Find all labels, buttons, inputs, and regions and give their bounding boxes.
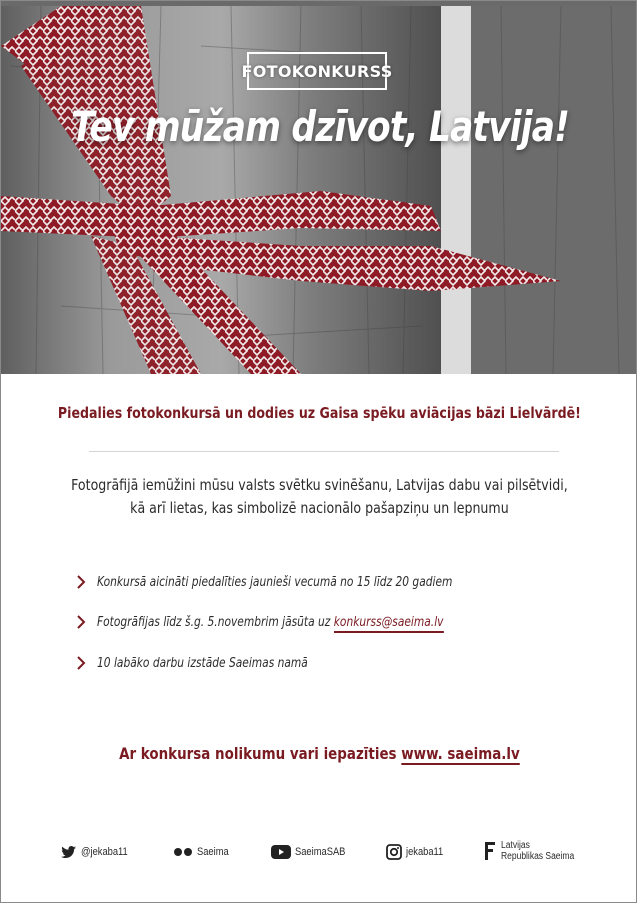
chevron-right-icon <box>73 654 91 672</box>
rules-prefix: Ar konkursa nolikumu vari iepazīties <box>119 744 402 763</box>
social-flickr[interactable] <box>173 842 234 862</box>
divider <box>89 451 559 452</box>
social-instagram[interactable] <box>386 842 450 862</box>
email-link[interactable]: konkurss@saeima.lv <box>334 615 444 633</box>
description-line-2: kā arī lietas, kas simbolizē nacionālo pašapziņu un lepnumu <box>130 499 509 517</box>
bullet-deadline <box>73 610 520 634</box>
logo-line-2: Republikas Saeima <box>501 851 575 862</box>
flickr-icon <box>173 847 193 857</box>
hero-photo <box>1 6 637 374</box>
instagram-icon <box>386 844 402 860</box>
invite-text: Piedalies fotokonkursā un dodies uz Gaisa spēku aviācijas bāzi Lielvārdē! <box>57 404 581 422</box>
flickr-handle: Saeima <box>197 846 229 858</box>
twitter-handle: @jekaba11 <box>81 846 128 858</box>
bullet-exhibition-text: 10 labāko darbu izstāde Saeimas namā <box>97 655 308 671</box>
twitter-icon <box>61 845 77 859</box>
chevron-right-icon <box>73 573 91 591</box>
bullet-age-text: Konkursā aicināti piedalīties jaunieši vecumā no 15 līdz 20 gadiem <box>97 574 453 590</box>
headline: Tev mūžam dzīvot, Latvija! <box>71 102 570 151</box>
saeima-logo-icon <box>483 841 497 861</box>
bullet-deadline-prefix: Fotogrāfijas līdz š.g. 5.novembrim jāsūta uz <box>97 614 334 630</box>
description-line-1: Fotogrāfijā iemūžini mūsu valsts svētku svinēšanu, Latvijas dabu vai pilsētvidi, <box>71 476 568 494</box>
bullet-age <box>73 570 530 594</box>
website-link[interactable]: www. saeima.lv <box>401 744 520 763</box>
social-youtube[interactable] <box>271 842 354 862</box>
youtube-handle: SaeimaSAB <box>295 846 346 858</box>
bullet-exhibition <box>73 651 354 675</box>
saeima-logo-text <box>501 840 574 862</box>
contest-badge: FOTOKONKURSS <box>247 52 387 90</box>
logo-line-1: Latvijas <box>501 840 530 851</box>
rules-text <box>52 744 587 763</box>
youtube-icon <box>271 845 291 859</box>
bullet-deadline-text <box>97 615 443 630</box>
social-twitter[interactable] <box>61 842 136 862</box>
chevron-right-icon <box>73 613 91 631</box>
instagram-handle: jekaba11 <box>406 846 444 858</box>
description <box>52 474 587 520</box>
saeima-logo <box>483 838 587 864</box>
